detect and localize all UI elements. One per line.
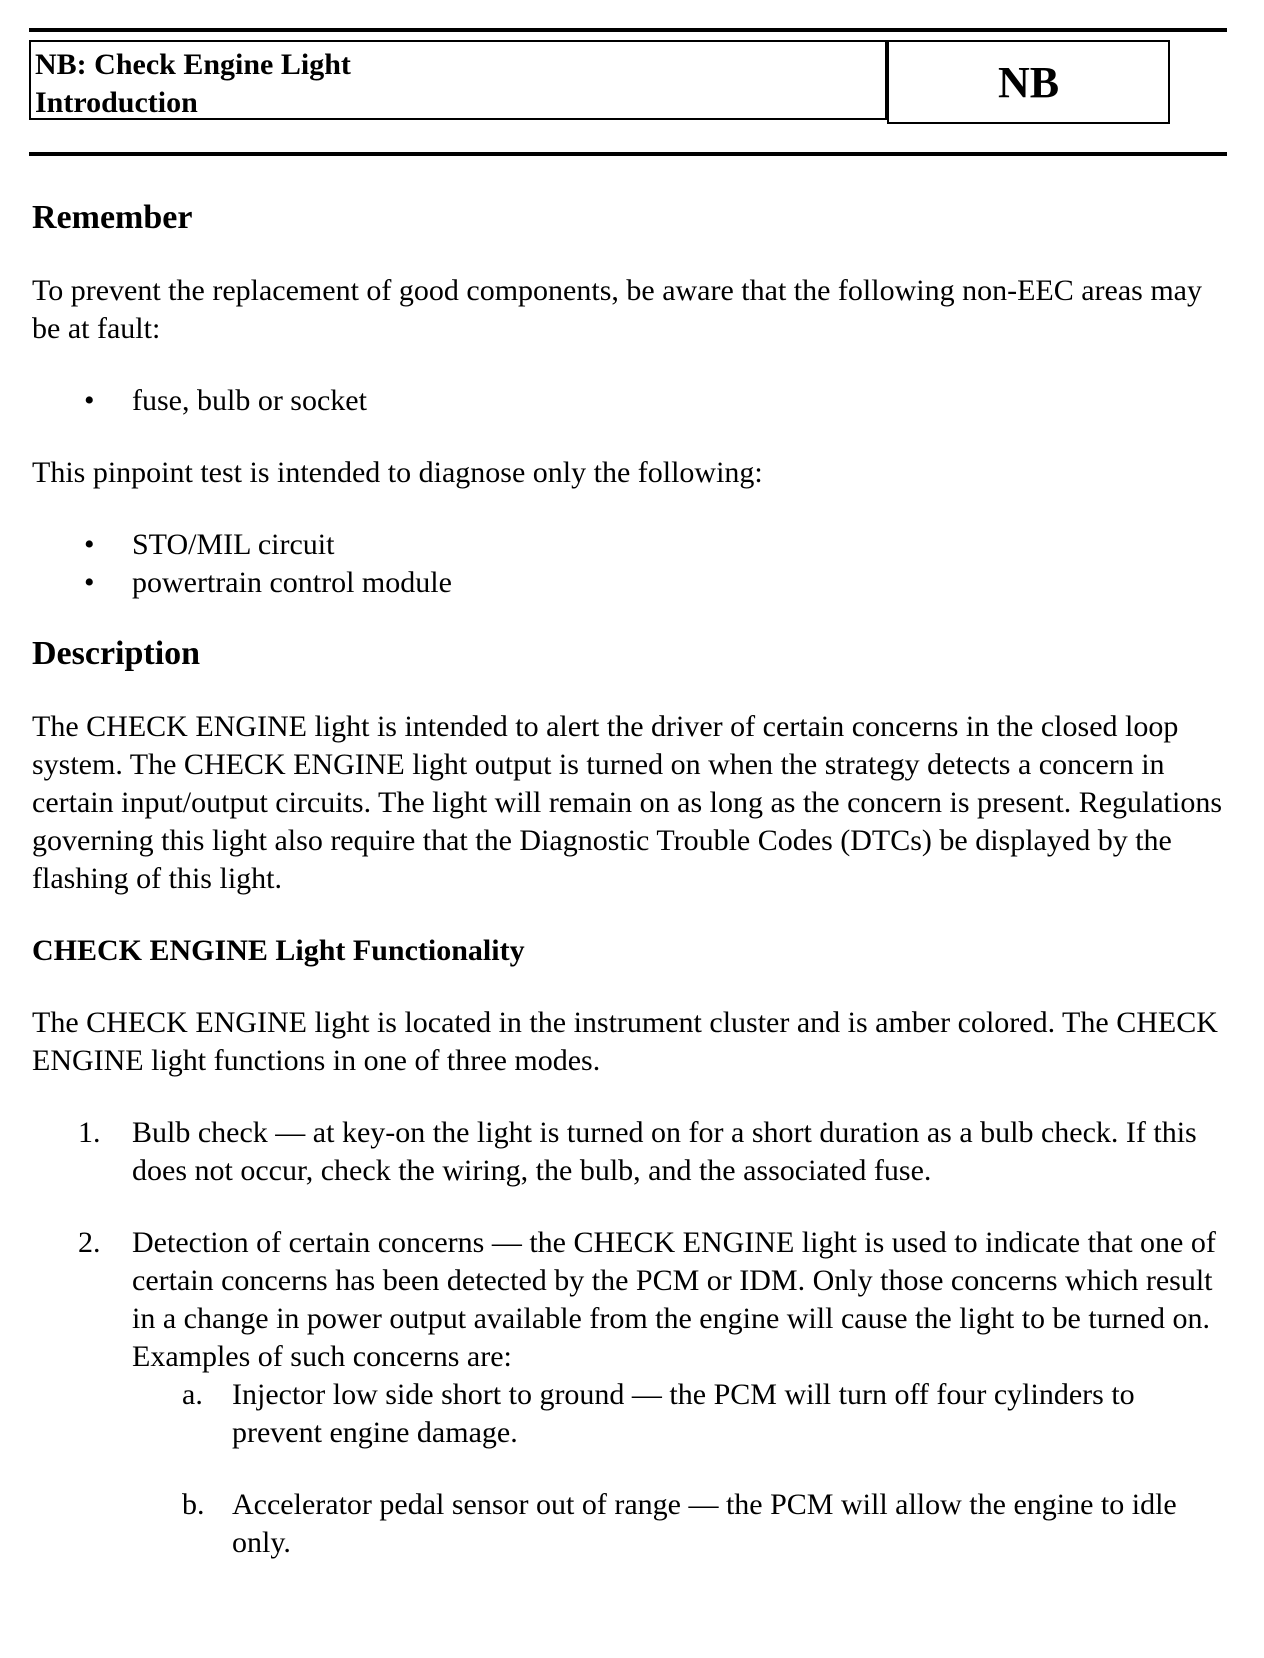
pinpoint-list [32, 526, 1232, 602]
document-body [32, 198, 1232, 1562]
concern-example-b [32, 1486, 1232, 1562]
list-item: • fuse, bulb or socket [32, 382, 1232, 420]
list-marker: b. [182, 1488, 205, 1521]
mode-item-2 [32, 1224, 1232, 1376]
description-heading: Description [32, 635, 201, 672]
mode-item-text: Bulb check — at key-on the light is turned on for a short duration as a bulb check. If this does not occur, check the wiring, the bulb, and the associated fuse. [132, 1116, 1197, 1187]
list-marker: 1. [78, 1116, 101, 1149]
pinpoint-intro: This pinpoint test is intended to diagnose only the following: [32, 456, 763, 489]
section-code: NB [997, 57, 1060, 107]
list-marker: 2. [78, 1226, 101, 1259]
section-code-box [887, 40, 1170, 124]
title-line-1: NB: Check Engine Light [35, 48, 351, 81]
mode-item-1 [32, 1114, 1232, 1190]
concern-example-text: Accelerator pedal sensor out of range — the PCM will allow the engine to idle only. [232, 1488, 1177, 1559]
title-line-2: Introduction [35, 86, 198, 119]
concern-example-a [32, 1376, 1232, 1452]
mode-item-text: Detection of certain concerns — the CHECK ENGINE light is used to indicate that one of certain concerns has been detected by the PCM or IDM. Only those concerns which result in a change in power output available from the engine will cause the light to be turned on. Examples of such concerns are: [132, 1226, 1216, 1373]
functionality-paragraph: The CHECK ENGINE light is located in the instrument cluster and is amber colored. The CHECK ENGINE light functions in one of three modes. [32, 1006, 1218, 1077]
list-item: • STO/MIL circuit [32, 526, 1232, 564]
header-title-box [29, 40, 887, 120]
remember-heading: Remember [32, 199, 193, 236]
functionality-heading: CHECK ENGINE Light Functionality [32, 934, 525, 967]
top-rule [29, 28, 1227, 32]
header-bottom-rule [29, 152, 1227, 156]
list-item: • powertrain control module [32, 564, 1232, 602]
list-marker: a. [182, 1378, 203, 1411]
concern-example-text: Injector low side short to ground — the PCM will turn off four cylinders to prevent engine damage. [232, 1378, 1135, 1449]
fault-areas-list [32, 382, 1232, 420]
description-paragraph: The CHECK ENGINE light is intended to alert the driver of certain concerns in the closed loop system. The CHECK ENGINE light output is turned on when the strategy detects a concern in certain input/output circuits. The light will remain on as long as the concern is present. Regulations governing this light also require that the Diagnostic Trouble Codes (DTCs) be displayed by the flashing of this light. [32, 710, 1223, 895]
remember-intro: To prevent the replacement of good components, be aware that the following non-EEC areas may be at fault: [32, 274, 1202, 345]
page-title [35, 46, 351, 122]
